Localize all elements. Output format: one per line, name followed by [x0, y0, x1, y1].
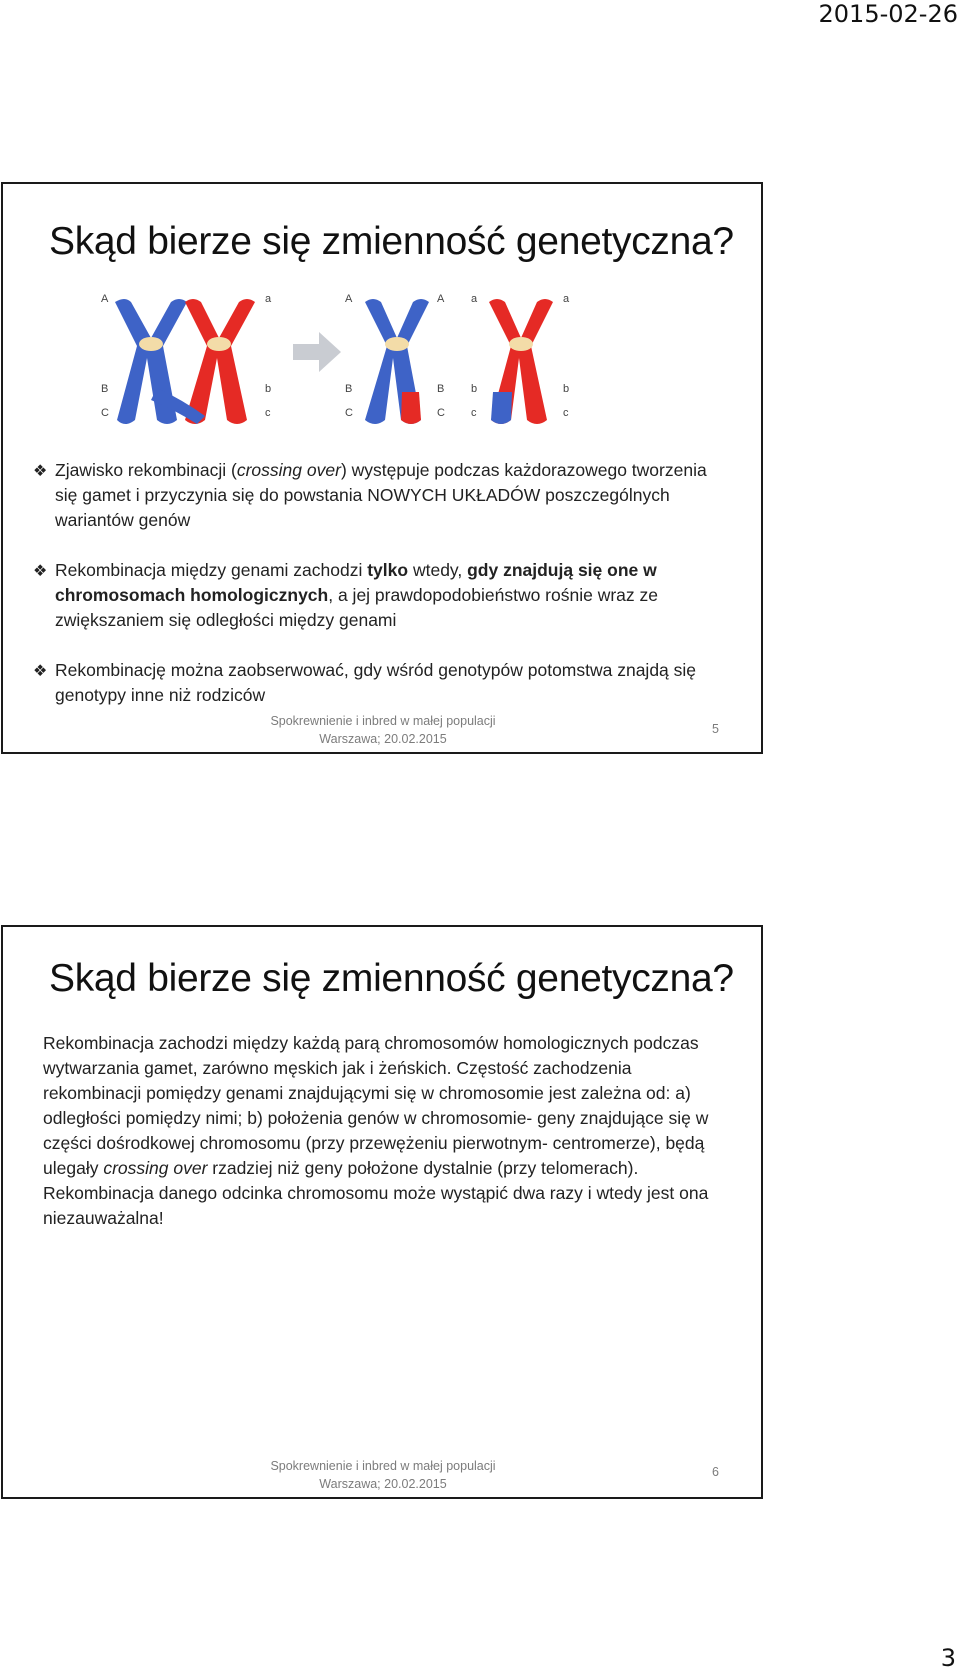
allele-label: A [345, 293, 353, 305]
bullet-item [33, 558, 733, 633]
slide-body-text [43, 1031, 733, 1231]
allele-label: C [437, 407, 445, 419]
slide-footer [203, 1457, 563, 1493]
bullet-text: , a jej prawdopodobieństwo rośnie wraz ze zwiększaniem się odległości między genami [55, 585, 658, 630]
allele-label: A [101, 293, 109, 305]
slide-title: Skąd bierze się zmienność genetyczna? [49, 220, 734, 263]
body-text: rzadziej niż geny położone dystalnie (przy telomerach). Rekombinacja danego odcinka chromosomu może wystąpić dwa razy i wtedy jest ona niezauważalna! [43, 1158, 709, 1228]
page-date: 2015-02-26 [818, 0, 958, 28]
centromere-icon [207, 337, 231, 351]
footer-date: Warszawa; 20.02.2015 [319, 1477, 447, 1491]
allele-label: C [345, 407, 353, 419]
bullet-text: ) występuje podczas każdorazowego tworzenia się gamet i przyczynia się do powstania NOWYCH UKŁADÓW poszczególnych wariantów genów [55, 460, 707, 530]
diamond-bullet-icon: ❖ [33, 561, 48, 580]
slide-6 [1, 925, 763, 1499]
footer-title: Spokrewnienie i inbred w małej populacji [270, 1459, 496, 1473]
allele-label: b [265, 383, 272, 395]
footer-title: Spokrewnienie i inbred w małej populacji [270, 714, 496, 728]
slide-footer [203, 712, 563, 748]
body-text: Rekombinacja zachodzi między każdą parą chromosomów homologicznych podczas wytwarzania gamet, zarówno męskich jak i żeńskich. Częstość zachodzenia rekombinacji pomiędzy genami znajdującymi się w chromosomie jest zależna od: a) odległości pomiędzy nimi; b) położenia genów w chromosomie- geny znajdujące się w części dośrodkowej chromosomu (przy przewężeniu pierwotnym- centromerze), będą ulegały [43, 1033, 709, 1178]
bullet-text: Rekombinację można zaobserwować, gdy wśród genotypów potomstwa znajdą się genotypy inne niż rodziców [55, 660, 697, 705]
allele-label: c [563, 407, 569, 419]
allele-label: b [471, 383, 478, 395]
page-number: 3 [940, 1644, 956, 1672]
slide-title: Skąd bierze się zmienność genetyczna? [49, 957, 734, 1000]
paternal-chromosome [185, 299, 255, 424]
bullet-list [33, 458, 733, 733]
bullet-text-italic: crossing over [236, 460, 341, 480]
left-chromosome-pair [101, 293, 272, 424]
allele-label: a [265, 293, 272, 305]
centromere-icon [139, 337, 163, 351]
allele-label: B [345, 383, 353, 395]
slide-5 [1, 182, 763, 754]
bullet-text: Zjawisko rekombinacji ( [55, 460, 237, 480]
body-text-italic: crossing over [103, 1158, 208, 1178]
diamond-bullet-icon: ❖ [33, 661, 48, 680]
bullet-item [33, 458, 733, 533]
slide-number: 6 [712, 1465, 719, 1479]
allele-label: A [437, 293, 445, 305]
allele-label: b [563, 383, 570, 395]
allele-label: a [563, 293, 570, 305]
allele-label: B [437, 383, 445, 395]
allele-label: c [265, 407, 271, 419]
right-chromosome-pair [345, 293, 570, 424]
bullet-item [33, 658, 733, 708]
bullet-text-bold: tylko [367, 560, 409, 580]
allele-label: c [471, 407, 477, 419]
arrow-right-icon [293, 332, 341, 372]
bullet-text: wtedy, [408, 560, 468, 580]
crossing-over-figure [101, 292, 621, 432]
allele-label: C [101, 407, 109, 419]
allele-label: B [101, 383, 109, 395]
footer-date: Warszawa; 20.02.2015 [319, 732, 447, 746]
slide-number: 5 [712, 722, 719, 736]
allele-label: a [471, 293, 478, 305]
diamond-bullet-icon: ❖ [33, 461, 48, 480]
bullet-text: Rekombinacja między genami zachodzi [55, 560, 368, 580]
bullet-text-bold: gdy znajdują się one w chromosomach homologicznych [55, 560, 657, 605]
